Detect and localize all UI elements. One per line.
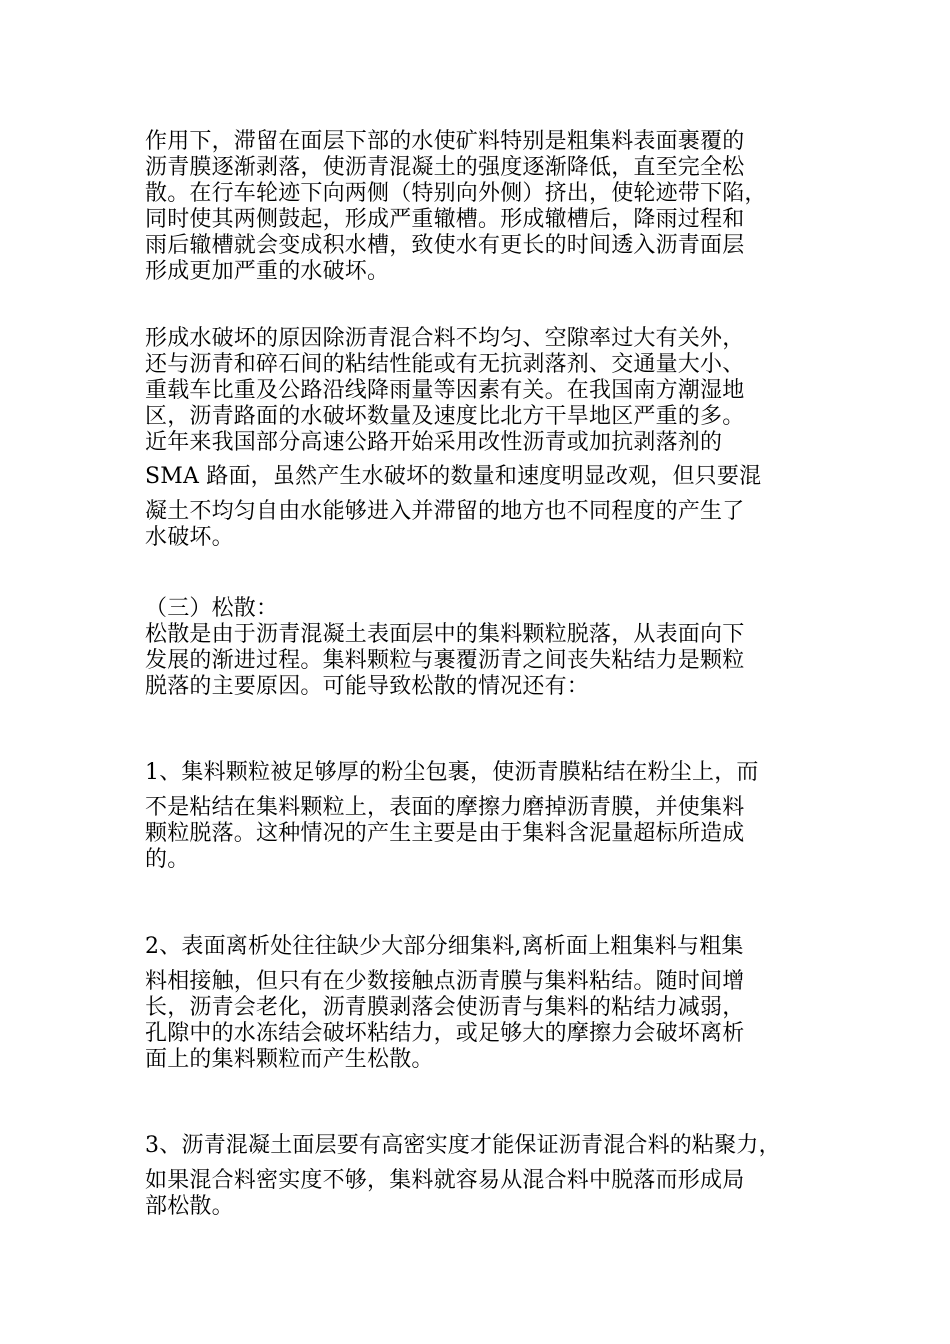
text-line: 凝土不均匀自由水能够进入并滞留的地方也不同程度的产生了 [145, 499, 745, 524]
section-heading: （三）松散： [145, 596, 279, 621]
text-line: 水破坏。 [145, 525, 234, 550]
text-line: 不是粘结在集料颗粒上，表面的摩擦力磨掉沥青膜，并使集料 [145, 795, 745, 820]
text-line: 孔隙中的水冻结会破坏粘结力，或足够大的摩擦力会破坏离析 [145, 1021, 745, 1046]
text-line: 如果混合料密实度不够，集料就容易从混合料中脱落而形成局 [145, 1168, 745, 1193]
text-line: 还与沥青和碎石间的粘结性能或有无抗剥落剂、交通量大小、 [145, 352, 745, 377]
text-line: 作用下，滞留在面层下部的水使矿料特别是粗集料表面裹覆的 [145, 129, 745, 154]
text-line: 2、表面离析处往往缺少大部分细集料,离析面上粗集料与粗集 [145, 934, 744, 959]
text-line: 散。在行车轮迹下向两侧（特别向外侧）挤出，使轮迹带下陷， [145, 181, 767, 206]
text-line: 颗粒脱落。这种情况的产生主要是由于集料含泥量超标所造成 [145, 821, 745, 846]
text-line: 近年来我国部分高速公路开始采用改性沥青或加抗剥落剂的 [145, 430, 723, 455]
text-line: 料相接触，但只有在少数接触点沥青膜与集料粘结。随时间增 [145, 969, 745, 994]
text-line: 形成水破坏的原因除沥青混合料不均匀、空隙率过大有关外， [145, 326, 745, 351]
text-line: 同时使其两侧鼓起，形成严重辙槽。形成辙槽后，降雨过程和 [145, 207, 745, 232]
text-line: 3、沥青混凝土面层要有高密实度才能保证沥青混合料的粘聚力， [145, 1133, 781, 1158]
text-line: 脱落的主要原因。可能导致松散的情况还有： [145, 674, 590, 699]
text-line: 重载车比重及公路沿线降雨量等因素有关。在我国南方潮湿地 [145, 378, 745, 403]
text-line: SMA 路面，虽然产生水破坏的数量和速度明显改观，但只要混 [145, 464, 762, 489]
text-line: 发展的渐进过程。集料颗粒与裹覆沥青之间丧失粘结力是颗粒 [145, 648, 745, 673]
text-line: 1、集料颗粒被足够厚的粉尘包裹，使沥青膜粘结在粉尘上，而 [145, 760, 759, 785]
text-line: 松散是由于沥青混凝土表面层中的集料颗粒脱落，从表面向下 [145, 622, 745, 647]
text-line: 面上的集料颗粒而产生松散。 [145, 1047, 434, 1072]
text-line: 雨后辙槽就会变成积水槽，致使水有更长的时间透入沥青面层 [145, 233, 745, 258]
text-line: 区，沥青路面的水破坏数量及速度比北方干旱地区严重的多。 [145, 404, 745, 429]
text-line: 部松散。 [145, 1194, 234, 1219]
text-line: 的。 [145, 847, 190, 872]
text-line: 沥青膜逐渐剥落，使沥青混凝土的强度逐渐降低，直至完全松 [145, 155, 745, 180]
text-line: 长，沥青会老化，沥青膜剥落会使沥青与集料的粘结力减弱， [145, 995, 745, 1020]
text-line: 形成更加严重的水破坏。 [145, 259, 390, 284]
